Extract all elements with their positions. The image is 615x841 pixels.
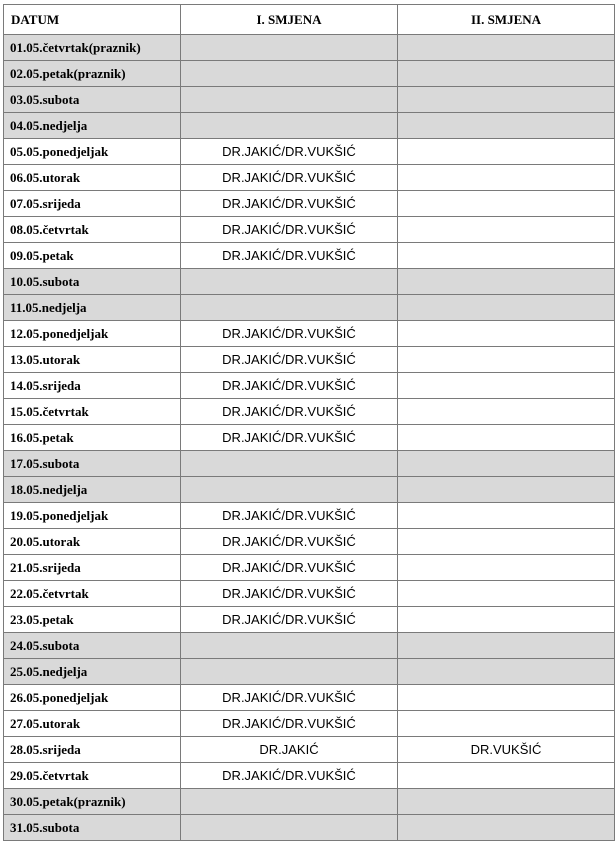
shift-2-cell: [398, 243, 615, 269]
shift-2-cell: [398, 451, 615, 477]
date-cell: 31.05.subota: [4, 815, 181, 841]
date-cell: 28.05.srijeda: [4, 737, 181, 763]
table-row: [4, 139, 615, 165]
date-cell: 08.05.četvrtak: [4, 217, 181, 243]
date-cell: 15.05.četvrtak: [4, 399, 181, 425]
date-cell: 05.05.ponedjeljak: [4, 139, 181, 165]
table-row: [4, 243, 615, 269]
shift-2-cell: [398, 165, 615, 191]
date-cell: 29.05.četvrtak: [4, 763, 181, 789]
shift-1-cell: DR.JAKIĆ/DR.VUKŠIĆ: [181, 555, 398, 581]
table-row: [4, 685, 615, 711]
date-cell: 26.05.ponedjeljak: [4, 685, 181, 711]
shift-1-cell: DR.JAKIĆ/DR.VUKŠIĆ: [181, 373, 398, 399]
table-row: [4, 763, 615, 789]
shift-2-cell: [398, 87, 615, 113]
table-row: [4, 451, 615, 477]
table-row: [4, 87, 615, 113]
table-row: [4, 607, 615, 633]
shift-2-cell: [398, 503, 615, 529]
date-cell: 06.05.utorak: [4, 165, 181, 191]
shift-1-cell: [181, 269, 398, 295]
shift-1-cell: DR.JAKIĆ/DR.VUKŠIĆ: [181, 425, 398, 451]
date-cell: 10.05.subota: [4, 269, 181, 295]
shift-2-cell: [398, 295, 615, 321]
date-cell: 01.05.četvrtak(praznik): [4, 35, 181, 61]
date-cell: 12.05.ponedjeljak: [4, 321, 181, 347]
date-cell: 11.05.nedjelja: [4, 295, 181, 321]
shift-1-cell: DR.JAKIĆ/DR.VUKŠIĆ: [181, 191, 398, 217]
date-cell: 25.05.nedjelja: [4, 659, 181, 685]
column-header-date: DATUM: [4, 5, 181, 35]
shift-2-cell: [398, 321, 615, 347]
shift-2-cell: [398, 425, 615, 451]
table-row: [4, 555, 615, 581]
shift-1-cell: DR.JAKIĆ/DR.VUKŠIĆ: [181, 347, 398, 373]
date-cell: 19.05.ponedjeljak: [4, 503, 181, 529]
shift-1-cell: [181, 477, 398, 503]
table-row: [4, 399, 615, 425]
shift-2-cell: [398, 659, 615, 685]
date-cell: 02.05.petak(praznik): [4, 61, 181, 87]
schedule-body: [4, 35, 615, 841]
date-cell: 16.05.petak: [4, 425, 181, 451]
table-row: [4, 711, 615, 737]
shift-1-cell: DR.JAKIĆ/DR.VUKŠIĆ: [181, 685, 398, 711]
shift-2-cell: [398, 373, 615, 399]
shift-2-cell: [398, 607, 615, 633]
shift-1-cell: [181, 451, 398, 477]
table-row: [4, 581, 615, 607]
table-row: [4, 425, 615, 451]
date-cell: 20.05.utorak: [4, 529, 181, 555]
date-cell: 07.05.srijeda: [4, 191, 181, 217]
date-cell: 13.05.utorak: [4, 347, 181, 373]
table-row: [4, 737, 615, 763]
table-row: [4, 347, 615, 373]
shift-2-cell: [398, 113, 615, 139]
date-cell: 03.05.subota: [4, 87, 181, 113]
date-cell: 21.05.srijeda: [4, 555, 181, 581]
date-cell: 18.05.nedjelja: [4, 477, 181, 503]
shift-1-cell: DR.JAKIĆ: [181, 737, 398, 763]
table-row: [4, 503, 615, 529]
schedule-table: [3, 4, 615, 841]
shift-2-cell: [398, 633, 615, 659]
shift-2-cell: [398, 347, 615, 373]
table-row: [4, 165, 615, 191]
table-row: [4, 113, 615, 139]
shift-2-cell: [398, 529, 615, 555]
shift-1-cell: DR.JAKIĆ/DR.VUKŠIĆ: [181, 139, 398, 165]
shift-2-cell: [398, 581, 615, 607]
date-cell: 04.05.nedjelja: [4, 113, 181, 139]
header-row: [4, 5, 615, 35]
column-header-shift-1: I. SMJENA: [181, 5, 398, 35]
shift-1-cell: [181, 789, 398, 815]
table-row: [4, 61, 615, 87]
shift-1-cell: [181, 633, 398, 659]
shift-1-cell: [181, 61, 398, 87]
date-cell: 27.05.utorak: [4, 711, 181, 737]
shift-2-cell: DR.VUKŠIĆ: [398, 737, 615, 763]
table-row: [4, 373, 615, 399]
date-cell: 09.05.petak: [4, 243, 181, 269]
table-row: [4, 789, 615, 815]
shift-1-cell: DR.JAKIĆ/DR.VUKŠIĆ: [181, 321, 398, 347]
date-cell: 22.05.četvrtak: [4, 581, 181, 607]
table-row: [4, 217, 615, 243]
shift-2-cell: [398, 711, 615, 737]
shift-1-cell: DR.JAKIĆ/DR.VUKŠIĆ: [181, 529, 398, 555]
table-row: [4, 659, 615, 685]
shift-2-cell: [398, 685, 615, 711]
shift-1-cell: [181, 87, 398, 113]
date-cell: 17.05.subota: [4, 451, 181, 477]
shift-2-cell: [398, 789, 615, 815]
table-row: [4, 633, 615, 659]
shift-1-cell: DR.JAKIĆ/DR.VUKŠIĆ: [181, 711, 398, 737]
table-row: [4, 269, 615, 295]
shift-2-cell: [398, 477, 615, 503]
table-row: [4, 35, 615, 61]
shift-1-cell: [181, 659, 398, 685]
shift-2-cell: [398, 763, 615, 789]
shift-1-cell: [181, 295, 398, 321]
shift-2-cell: [398, 139, 615, 165]
shift-1-cell: DR.JAKIĆ/DR.VUKŠIĆ: [181, 217, 398, 243]
shift-1-cell: DR.JAKIĆ/DR.VUKŠIĆ: [181, 399, 398, 425]
shift-1-cell: DR.JAKIĆ/DR.VUKŠIĆ: [181, 581, 398, 607]
date-cell: 14.05.srijeda: [4, 373, 181, 399]
table-row: [4, 477, 615, 503]
shift-2-cell: [398, 191, 615, 217]
shift-2-cell: [398, 399, 615, 425]
date-cell: 23.05.petak: [4, 607, 181, 633]
date-cell: 30.05.petak(praznik): [4, 789, 181, 815]
table-row: [4, 191, 615, 217]
date-cell: 24.05.subota: [4, 633, 181, 659]
shift-1-cell: DR.JAKIĆ/DR.VUKŠIĆ: [181, 763, 398, 789]
shift-2-cell: [398, 269, 615, 295]
shift-2-cell: [398, 555, 615, 581]
shift-1-cell: DR.JAKIĆ/DR.VUKŠIĆ: [181, 165, 398, 191]
column-header-shift-2: II. SMJENA: [398, 5, 615, 35]
table-row: [4, 529, 615, 555]
shift-2-cell: [398, 217, 615, 243]
shift-1-cell: DR.JAKIĆ/DR.VUKŠIĆ: [181, 243, 398, 269]
shift-1-cell: DR.JAKIĆ/DR.VUKŠIĆ: [181, 607, 398, 633]
shift-1-cell: [181, 113, 398, 139]
table-row: [4, 321, 615, 347]
shift-1-cell: DR.JAKIĆ/DR.VUKŠIĆ: [181, 503, 398, 529]
shift-2-cell: [398, 61, 615, 87]
shift-1-cell: [181, 35, 398, 61]
schedule-header: [4, 5, 615, 35]
shift-2-cell: [398, 35, 615, 61]
table-row: [4, 295, 615, 321]
